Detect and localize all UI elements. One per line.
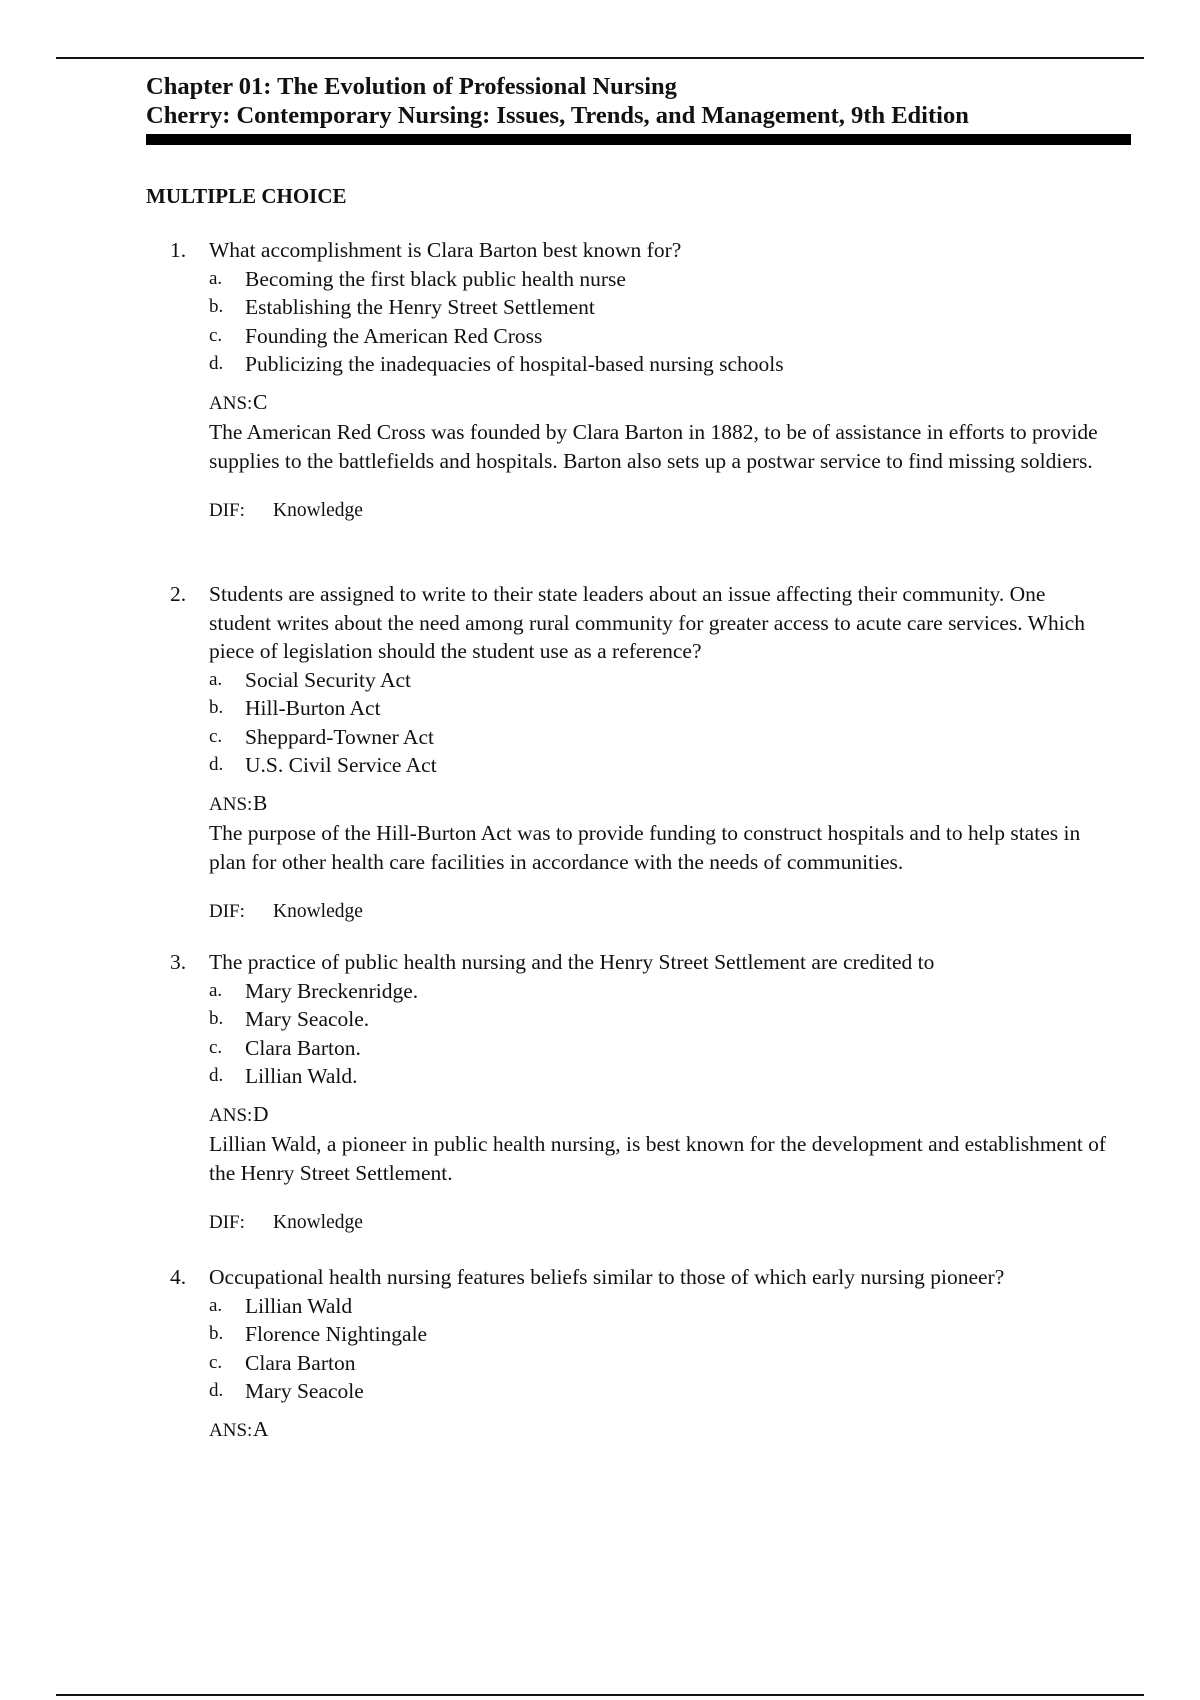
difficulty-line [209, 495, 1110, 526]
option-letter: a. [209, 979, 223, 1001]
option-text: Lillian Wald. [245, 1064, 358, 1088]
option-d [209, 350, 1110, 379]
answer-line [209, 1415, 1110, 1446]
option-letter: d. [209, 1380, 224, 1401]
option-letter: b. [209, 1323, 224, 1344]
option-d [209, 1377, 1110, 1406]
option-letter: a. [209, 267, 223, 289]
option-letter: a. [209, 1294, 223, 1316]
option-text: U.S. Civil Service Act [245, 753, 437, 777]
option-text: Florence Nightingale [245, 1322, 428, 1346]
question-4 [170, 1263, 1110, 1445]
section-title: MULTIPLE CHOICE [146, 184, 347, 208]
option-text: Mary Seacole. [245, 1007, 370, 1031]
top-rule [56, 57, 1144, 59]
option-list [209, 265, 1110, 379]
option-letter: c. [209, 725, 223, 747]
option-list [209, 666, 1110, 780]
option-letter: b. [209, 296, 224, 317]
option-c [209, 1034, 1110, 1063]
option-c [209, 723, 1110, 752]
option-text: Publicizing the inadequacies of hospital-based nursing schools [245, 352, 784, 376]
option-text: Becoming the first black public health nurse [245, 266, 626, 291]
option-d [209, 751, 1110, 780]
option-a [209, 977, 1110, 1006]
question-stem: Occupational health nursing features beliefs similar to those of which early nursing pioneer? [209, 1265, 1005, 1289]
option-letter: b. [209, 697, 224, 718]
question-3 [170, 948, 1110, 1238]
question-stem: What accomplishment is Clara Barton best known for? [209, 238, 682, 262]
option-b [209, 1320, 1110, 1349]
difficulty-line [209, 896, 1110, 927]
question-number: 4. [170, 1265, 187, 1289]
option-letter: a. [209, 668, 223, 690]
difficulty-value: Knowledge [273, 500, 363, 521]
difficulty-value: Knowledge [273, 901, 363, 922]
option-a [209, 265, 1110, 294]
answer-value: B [253, 790, 268, 815]
answer-value: A [253, 1416, 269, 1441]
question-number: 1. [170, 238, 187, 262]
option-text: Clara Barton [245, 1350, 356, 1375]
question-number: 2. [170, 582, 187, 606]
option-c [209, 322, 1110, 351]
answer-label: ANS: [209, 793, 253, 815]
option-letter: c. [209, 1351, 223, 1373]
option-letter: c. [209, 324, 223, 346]
option-text: Clara Barton. [245, 1035, 361, 1060]
option-b [209, 1005, 1110, 1034]
option-text: Founding the American Red Cross [245, 323, 543, 348]
page-header [146, 72, 1131, 145]
answer-label: ANS: [209, 392, 253, 414]
option-letter: b. [209, 1008, 224, 1029]
option-a [209, 666, 1110, 695]
difficulty-label: DIF: [209, 1212, 245, 1233]
option-text: Lillian Wald [245, 1293, 353, 1318]
rationale: Lillian Wald, a pioneer in public health nursing, is best known for the development and establishment of the Henry Street Settlement. [209, 1132, 1107, 1185]
answer-label: ANS: [209, 1419, 253, 1441]
question-stem: The practice of public health nursing and the Henry Street Settlement are credited to [209, 950, 935, 974]
option-text: Social Security Act [245, 667, 411, 692]
option-text: Establishing the Henry Street Settlement [245, 295, 595, 319]
option-d [209, 1062, 1110, 1091]
option-list [209, 977, 1110, 1091]
option-text: Mary Seacole [245, 1379, 364, 1403]
question-stem: Students are assigned to write to their state leaders about an issue affecting their community. One student writes about the need among rural community for greater access to acute care services. Which piece of legislation should the student use as a reference? [209, 582, 1085, 663]
question-1 [170, 236, 1110, 526]
difficulty-label: DIF: [209, 901, 245, 922]
difficulty-line [209, 1207, 1110, 1238]
answer-value: C [253, 389, 268, 414]
difficulty-label: DIF: [209, 500, 245, 521]
difficulty-value: Knowledge [273, 1212, 363, 1233]
option-text: Hill-Burton Act [245, 696, 381, 720]
book-title: Cherry: Contemporary Nursing: Issues, Trends, and Management, 9th Edition [146, 102, 969, 129]
question-2 [170, 580, 1110, 927]
answer-line [209, 388, 1110, 419]
question-number: 3. [170, 950, 187, 974]
answer-label: ANS: [209, 1104, 253, 1126]
option-list [209, 1292, 1110, 1406]
option-letter: d. [209, 353, 224, 374]
option-text: Mary Breckenridge. [245, 978, 419, 1003]
header-divider [146, 134, 1131, 145]
bottom-rule [56, 1694, 1144, 1696]
option-b [209, 694, 1110, 723]
rationale: The American Red Cross was founded by Clara Barton in 1882, to be of assistance in efforts to provide supplies to the battlefields and hospitals. Barton also sets up a postwar service to find missing soldiers. [209, 420, 1098, 473]
option-a [209, 1292, 1110, 1321]
option-text: Sheppard-Towner Act [245, 724, 434, 749]
answer-line [209, 789, 1110, 820]
answer-value: D [253, 1101, 269, 1126]
option-b [209, 293, 1110, 322]
answer-line [209, 1100, 1110, 1131]
option-letter: c. [209, 1036, 223, 1058]
option-c [209, 1349, 1110, 1378]
chapter-title: Chapter 01: The Evolution of Professional Nursing [146, 73, 677, 100]
rationale: The purpose of the Hill-Burton Act was to provide funding to construct hospitals and to help states in plan for other health care facilities in accordance with the needs of communities. [209, 821, 1081, 874]
option-letter: d. [209, 1065, 224, 1086]
option-letter: d. [209, 754, 224, 775]
